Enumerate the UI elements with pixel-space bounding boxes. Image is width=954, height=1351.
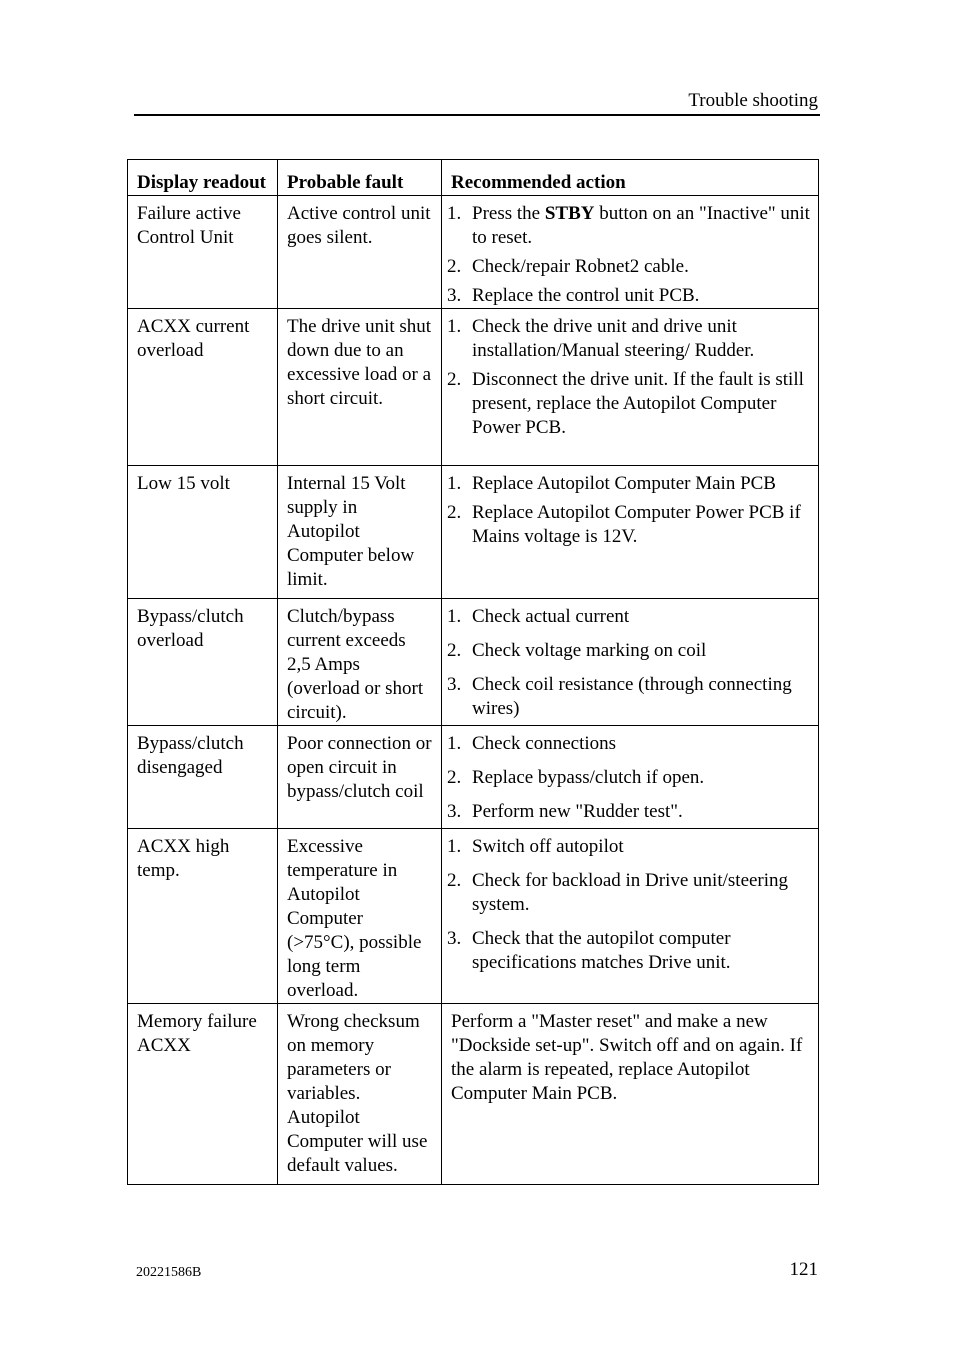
page-header-title: Trouble shooting [688, 90, 818, 111]
table-row [128, 196, 819, 309]
troubleshooting-table [127, 159, 819, 1185]
action-text: Check connections [472, 733, 617, 754]
action-item [447, 927, 810, 975]
action-text: Replace bypass/clutch if open. [472, 767, 705, 788]
document-code: 20221586B [136, 1265, 202, 1280]
action-number: 1. [447, 203, 462, 224]
action-number: 3. [447, 801, 462, 822]
action-number: 2. [447, 767, 462, 788]
action-item [447, 732, 810, 756]
action-number: 1. [447, 473, 462, 494]
action-number: 2. [447, 502, 462, 523]
action-item [447, 315, 810, 363]
action-number: 2. [447, 369, 462, 390]
recommended-action-cell [442, 726, 819, 829]
action-item [447, 255, 810, 279]
action-item [447, 869, 810, 917]
header-recommended-action: Recommended action [442, 160, 819, 196]
table-row [128, 1004, 819, 1185]
action-text: Check voltage marking on coil [472, 640, 707, 661]
action-item [447, 639, 810, 663]
table-row [128, 466, 819, 599]
action-text: Switch off autopilot [472, 836, 624, 857]
table-row [128, 726, 819, 829]
table-row [128, 829, 819, 1004]
action-text: Check coil resistance (through connecting wires) [472, 674, 792, 719]
display-readout-cell: ACXX current overload [128, 309, 278, 466]
action-item [447, 472, 810, 496]
action-text: Check/repair Robnet2 cable. [472, 256, 689, 277]
action-item [447, 202, 810, 250]
probable-fault-cell: The drive unit shut down due to an excessive load or a short circuit. [278, 309, 442, 466]
action-item [447, 800, 810, 824]
action-item [447, 368, 810, 440]
header-probable-fault: Probable fault [278, 160, 442, 196]
probable-fault-cell: Clutch/bypass current exceeds 2,5 Amps (overload or short circuit). [278, 599, 442, 726]
action-number: 1. [447, 836, 462, 857]
action-text: Press the [472, 203, 545, 224]
header-rule [134, 114, 820, 116]
probable-fault-cell: Poor connection or open circuit in bypass/clutch coil [278, 726, 442, 829]
display-readout-cell: Low 15 volt [128, 466, 278, 599]
recommended-action-cell [442, 309, 819, 466]
stby-button-label: STBY [544, 203, 595, 224]
action-text: Replace Autopilot Computer Main PCB [472, 473, 776, 494]
action-text: Check the drive unit and drive unit installation/Manual steering/ Rudder. [472, 316, 755, 361]
recommended-action-cell [442, 829, 819, 1004]
action-number: 2. [447, 640, 462, 661]
probable-fault-cell: Wrong checksum on memory parameters or variables. Autopilot Computer will use default values. [278, 1004, 442, 1185]
action-number: 3. [447, 674, 462, 695]
recommended-action-cell [442, 196, 819, 309]
table-row [128, 309, 819, 466]
action-text: Check actual current [472, 606, 630, 627]
display-readout-cell: Bypass/clutch disengaged [128, 726, 278, 829]
action-number: 1. [447, 733, 462, 754]
action-text: Replace the control unit PCB. [472, 285, 700, 306]
action-text: Check that the autopilot computer specifications matches Drive unit. [472, 928, 731, 973]
display-readout-cell: Memory failure ACXX [128, 1004, 278, 1185]
action-item [447, 673, 810, 721]
action-number: 2. [447, 870, 462, 891]
action-text: Perform new "Rudder test". [472, 801, 683, 822]
display-readout-cell: Failure active Control Unit [128, 196, 278, 309]
action-number: 2. [447, 256, 462, 277]
display-readout-cell: ACXX high temp. [128, 829, 278, 1004]
recommended-action-cell [442, 599, 819, 726]
action-number: 3. [447, 285, 462, 306]
action-item [447, 835, 810, 859]
action-number: 1. [447, 606, 462, 627]
header-display-readout: Display readout [128, 160, 278, 196]
probable-fault-cell: Internal 15 Volt supply in Autopilot Computer below limit. [278, 466, 442, 599]
recommended-action-cell [442, 466, 819, 599]
action-number: 1. [447, 316, 462, 337]
action-text: Check for backload in Drive unit/steering system. [472, 870, 789, 915]
display-readout-cell: Bypass/clutch overload [128, 599, 278, 726]
action-text: Disconnect the drive unit. If the fault is still present, replace the Autopilot Computer Power PCB. [472, 369, 804, 438]
action-item [447, 605, 810, 629]
recommended-action-cell: Perform a "Master reset" and make a new "Dockside set-up". Switch off and on again. If the alarm is repeated, replace Autopilot Computer Main PCB. [442, 1004, 819, 1185]
action-item [447, 501, 810, 549]
table-header-row [128, 160, 819, 196]
action-item [447, 284, 810, 308]
action-number: 3. [447, 928, 462, 949]
action-item [447, 766, 810, 790]
probable-fault-cell: Excessive temperature in Autopilot Computer (>75°C), possible long term overload. [278, 829, 442, 1004]
action-text: Replace Autopilot Computer Power PCB if Mains voltage is 12V. [472, 502, 801, 547]
page-number: 121 [789, 1259, 818, 1280]
action-text: button on an "Inactive" unit to reset. [472, 203, 810, 248]
probable-fault-cell: Active control unit goes silent. [278, 196, 442, 309]
table-row [128, 599, 819, 726]
